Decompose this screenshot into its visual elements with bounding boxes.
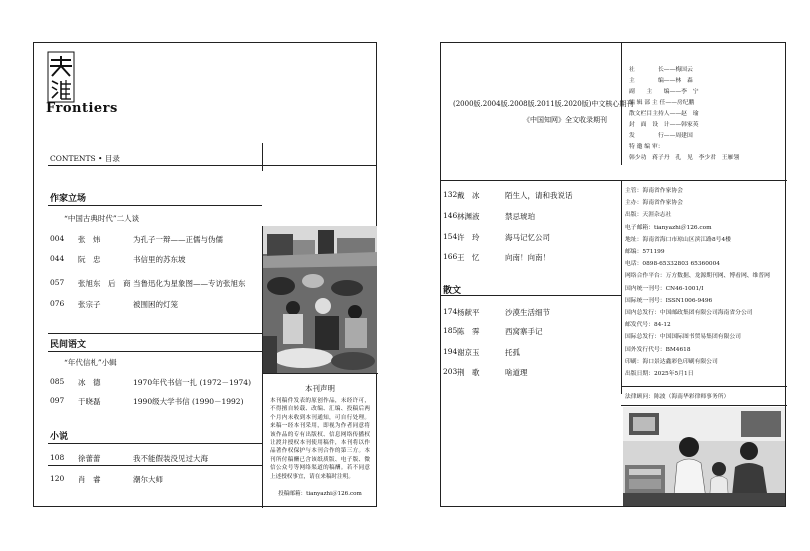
pubinfo-line: 国内总发行：中国邮政集团有限公司海南省分公司: [625, 310, 753, 317]
legal-counsel: 法律顾问：陈波（海南华彩律师事务所）: [625, 394, 730, 400]
article-title: 潮尔大师: [133, 475, 163, 484]
credit-line: 特 邀 编 审：: [629, 144, 664, 150]
section-subhead: “年代信札”小辑: [64, 358, 117, 367]
pubinfo-line: 国外发行代号：BM4618: [625, 346, 691, 353]
credit-line: 副 主 编——李 宁: [629, 89, 699, 95]
pubinfo-line: 邮编：571199: [625, 249, 665, 256]
author: 谢京玉: [457, 348, 480, 357]
page-number: 057: [50, 278, 65, 287]
notice-title: 本刊声明: [305, 384, 335, 393]
page-number: 132: [443, 190, 458, 199]
magazine-logo: [47, 51, 75, 103]
section-title-fiction: 小说: [50, 432, 69, 442]
author: 张宗子: [78, 300, 101, 309]
pubinfo-line: 印刷：海口景达鑫彩色印刷有限公司: [625, 358, 718, 365]
article-title: 禁忌琥珀: [505, 212, 535, 221]
pubinfo-line: 国际统一刊号：ISSN1006-9496: [625, 297, 713, 304]
author: 张 炜: [78, 235, 101, 244]
credit-line: 散文栏目主持人——赵 瑜: [629, 111, 699, 117]
pubinfo-line: 出版：天涯杂志社: [625, 212, 672, 219]
article-title: 书信里的苏东坡: [133, 255, 186, 264]
article-title: 托孤: [505, 348, 520, 357]
credit-line: 社 长——梅国云: [629, 67, 693, 73]
contents-label: CONTENTS • 目录: [50, 154, 120, 163]
page-number: 120: [50, 474, 65, 483]
article-title: 1970年代书信一扎 (1972－1974): [133, 378, 251, 387]
pubinfo-line: 主管：海南省作家协会: [625, 188, 683, 194]
article-title: 为孔子一辩——正儒与伪儒: [133, 235, 223, 244]
article-title: 当鲁迅化为星象图——专访张旭东: [133, 279, 246, 288]
page-number: 185: [443, 326, 458, 335]
page-number: 004: [50, 234, 65, 243]
page-number: 174: [443, 307, 458, 316]
author: 许 玲: [457, 233, 480, 242]
author: 阮 忠: [78, 255, 101, 264]
pubinfo-line: 主办：海南省作家协会: [625, 200, 683, 207]
page-number: 108: [50, 453, 65, 462]
article-title: 1990级大学书信 (1990－1992): [133, 397, 244, 406]
page-number: 203: [443, 367, 458, 376]
author: 王 忆: [457, 253, 480, 262]
page-number: 194: [443, 347, 458, 356]
author: 林渊液: [457, 212, 480, 221]
article-title: 我不能假装没见过大海: [133, 454, 208, 463]
author: 肖 睿: [78, 475, 101, 484]
cnki-note: 《中国知网》全文收录期刊: [523, 116, 607, 124]
article-title: 啥道理: [505, 368, 528, 377]
notice-body: 本刊稿件发表的原创作品，未经许可，不得擅自转载、改编、汇编、投稿后两个月内未收到本刊通知，可自行处理。来稿一经本刊采用，即视为作者同意将该作品的专有出版权、信息网络传播权让渡并授权本刊使用稿件，本刊将以作品著作权保护与本刊合作的第三方。本刊所付稿酬已含该纸质版、电子版、微信公众号等网络渠道的稿酬。若不同意上述授权事宜，请在来稿时注明。: [270, 398, 370, 480]
page-number: 166: [443, 252, 458, 261]
pubinfo-line: 国内统一刊号：CN46-1001/I: [625, 285, 704, 292]
section-title-folk: 民间语文: [50, 340, 87, 350]
author: 杨献平: [457, 308, 480, 317]
page-number: 154: [443, 232, 458, 241]
author: 戴 冰: [457, 191, 480, 200]
page-number: 097: [50, 396, 65, 405]
credit-line: 发 行——周建国: [629, 133, 693, 139]
market-photo: [263, 226, 377, 373]
author: 荆 歌: [457, 368, 480, 377]
author: 于晓磊: [78, 397, 101, 406]
pubinfo-line: 网络合作平台：万方数据、龙源期刊网、博看网、维普网: [625, 273, 770, 280]
pubinfo-line: 地址：海南省海口市琼山区滨江路8号4楼: [625, 236, 731, 243]
pubinfo-line: 电话：0898-65332803 65360004: [625, 261, 720, 268]
credit-line: 封 面 设 计——韩家英: [629, 122, 699, 128]
pubinfo-line: 出版日期：2025年5月1日: [625, 371, 694, 378]
author: 徐蕾蕾: [78, 454, 101, 463]
credit-line: 主 编——林 森: [629, 78, 693, 84]
right-page: [440, 42, 786, 507]
article-title: 西窝寨手记: [505, 327, 543, 336]
page-number: 076: [50, 299, 65, 308]
left-page: [33, 42, 377, 507]
pubinfo-line: 国际总发行：中国国际图书贸易集团有限公司: [625, 334, 741, 341]
section-title-writers: 作家立场: [50, 194, 87, 204]
article-title: 陌生人，请和我说话: [505, 191, 573, 200]
article-title: 被围困的灯笼: [133, 300, 178, 309]
credit-line: 编 辑 部 主 任——房纪鹏: [629, 100, 695, 106]
author: 张旭东 后 商: [78, 279, 131, 288]
article-title: 海马记忆公司: [505, 233, 550, 242]
editorial-credits: [629, 65, 739, 164]
submission-email[interactable]: 投稿邮箱：tianyazhi＠126.com: [278, 491, 362, 497]
pubinfo-line: 电子邮箱：tianyazhi＠126.com: [625, 224, 712, 231]
article-title: 向南！向南！: [505, 253, 550, 262]
section-subhead: “中国古典时代”二人谈: [64, 214, 140, 223]
section-title-prose: 散文: [443, 286, 462, 296]
core-journal-note: (2000版.2004版.2008版.2011版.2020版)中文核心期刊: [453, 100, 634, 108]
page-number: 044: [50, 254, 65, 263]
publication-info: [625, 185, 770, 380]
author: 冰 德: [78, 378, 101, 387]
pubinfo-line: 邮发代号：84-12: [625, 322, 671, 329]
clinic-photo: [623, 407, 785, 506]
author: 陈 霁: [457, 327, 480, 336]
credit-line: 韩少功 蒋子丹 孔 见 李少君 王雁翎: [629, 155, 740, 161]
article-title: 沙漠生活细节: [505, 308, 550, 317]
page-number: 146: [443, 211, 458, 220]
page-number: 085: [50, 377, 65, 386]
brand-name: Frontiers: [46, 101, 118, 116]
